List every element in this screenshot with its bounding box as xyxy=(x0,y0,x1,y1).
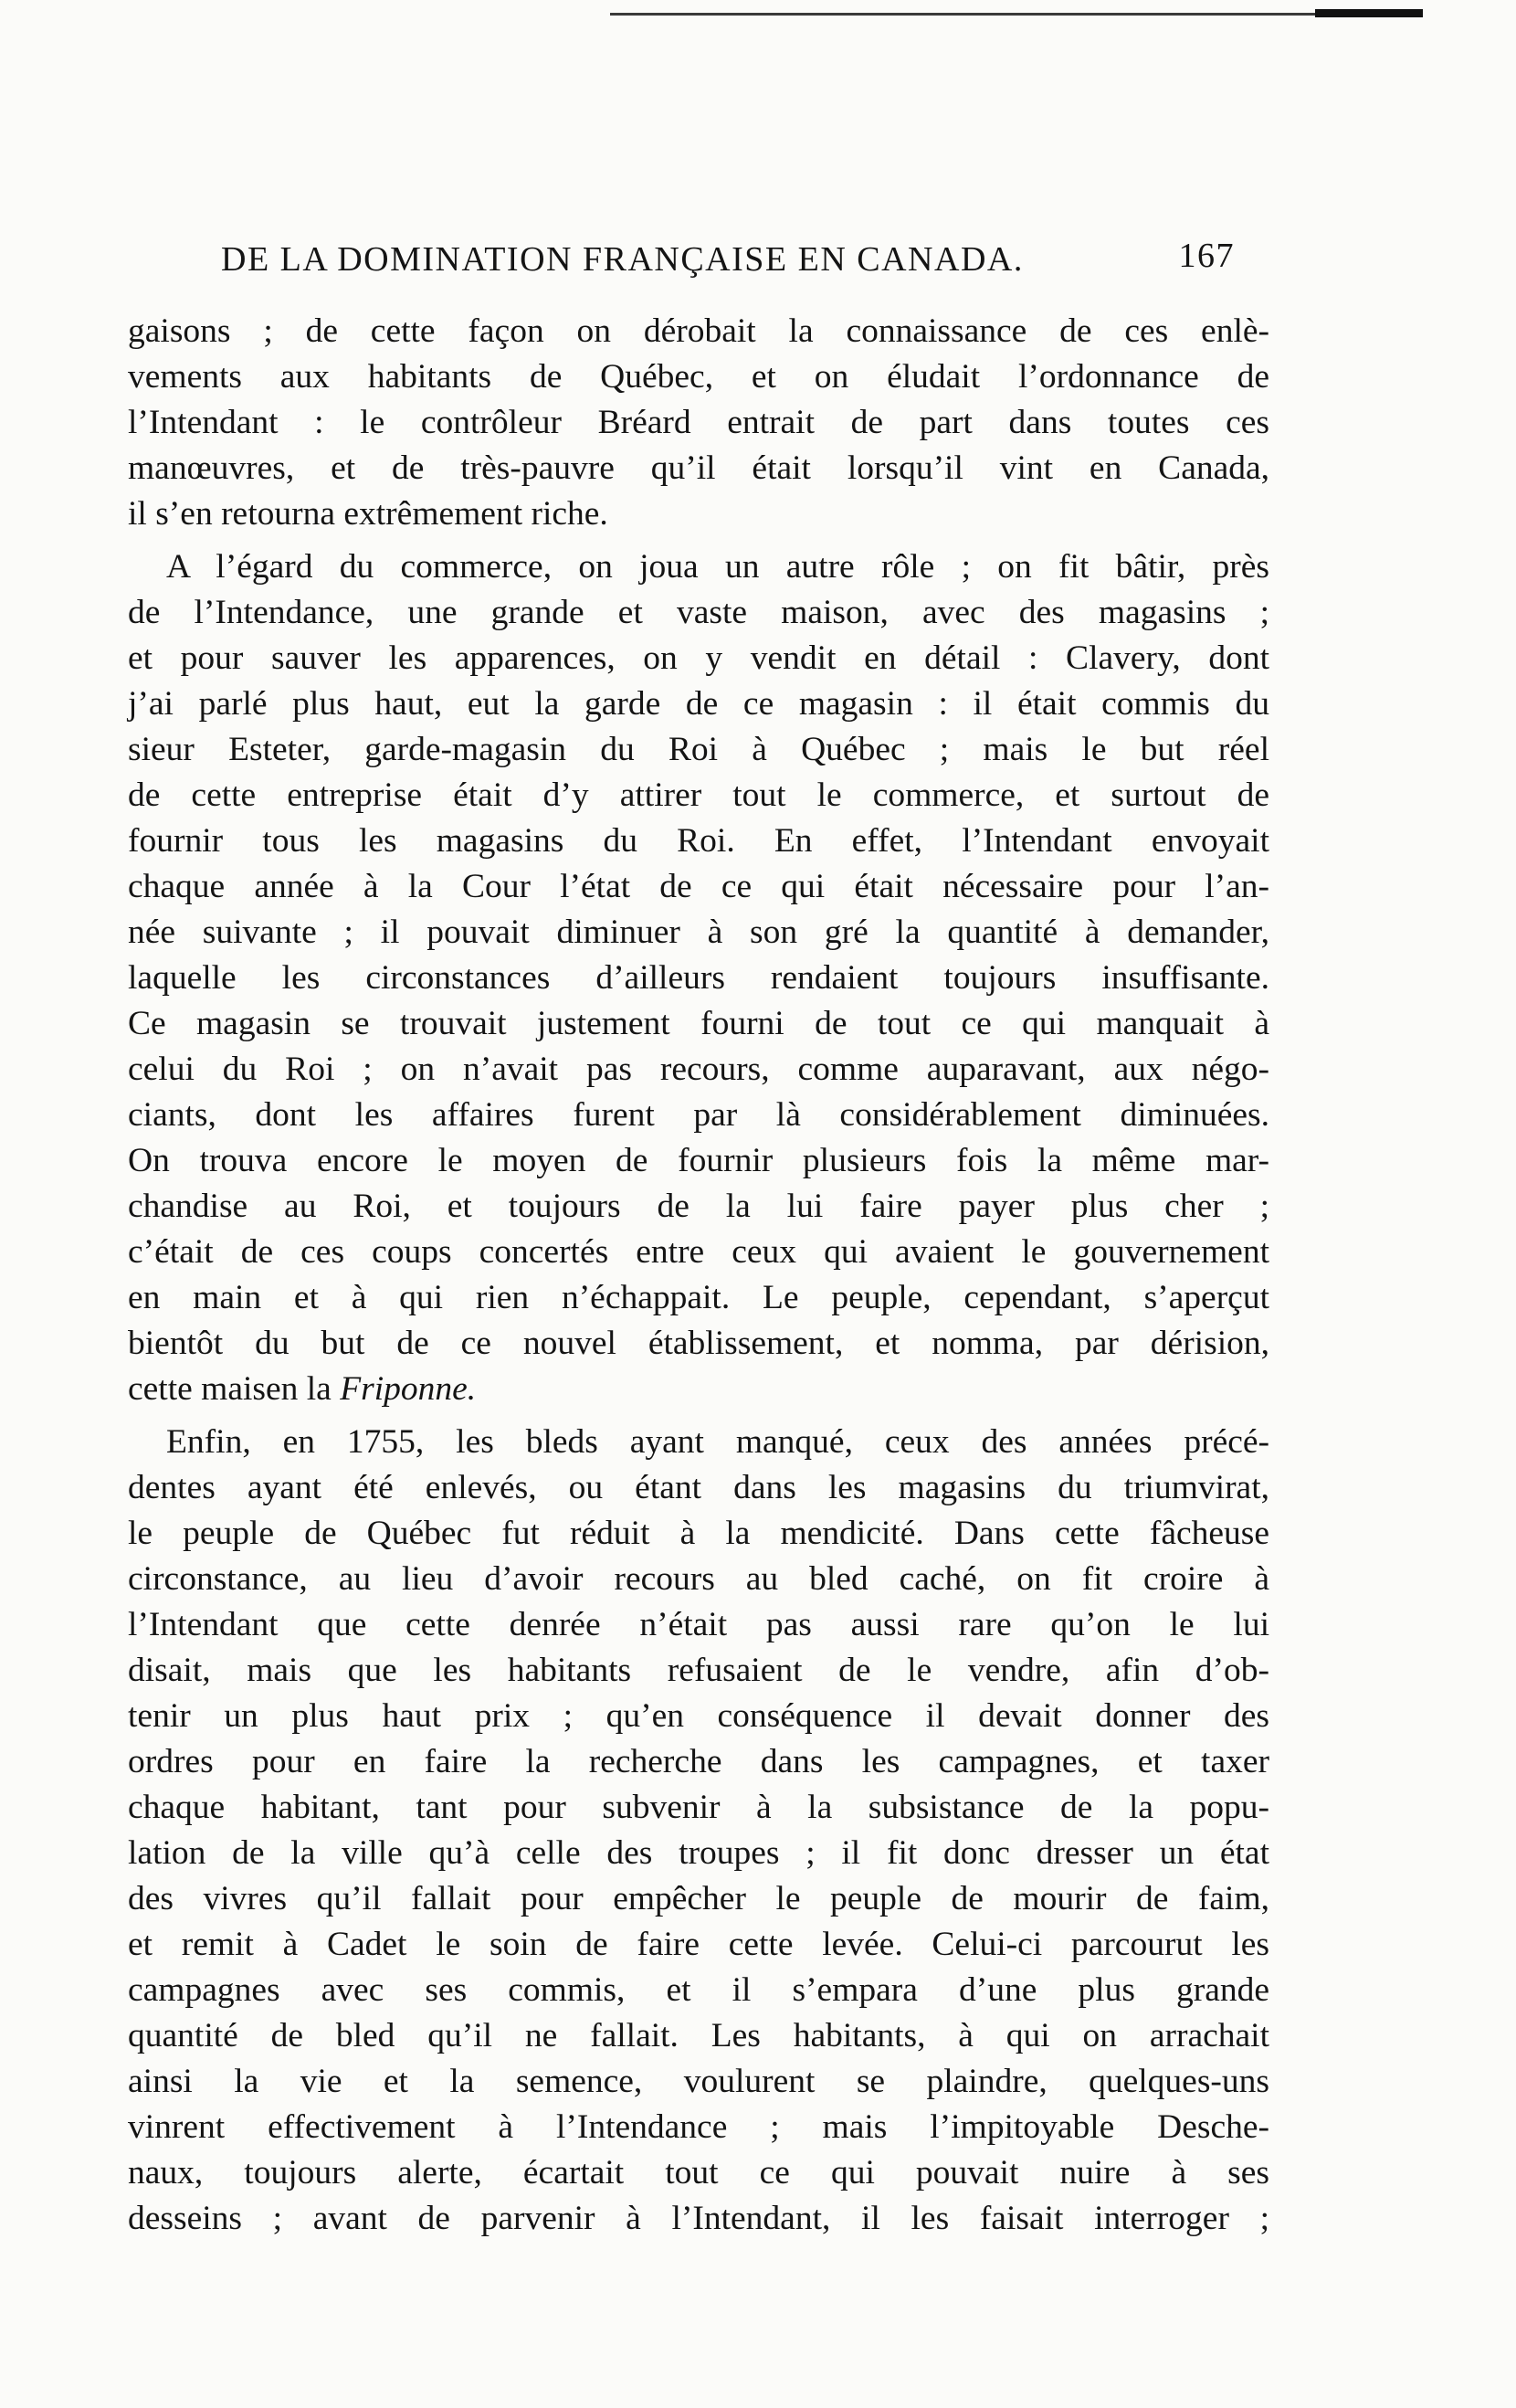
text-line: disait, mais que les habitants refusaient de le vendre, afin d’ob- xyxy=(128,1652,1269,1689)
text-line: sieur Esteter, garde-magasin du Roi à Québec ; mais le but réel xyxy=(128,731,1269,768)
text-line: il s’en retourna extrêmement riche. xyxy=(128,495,608,533)
text-line: laquelle les circonstances d’ailleurs rendaient toujours insuffisante. xyxy=(128,959,1269,997)
text-line-start: cette maisen la xyxy=(128,1370,332,1408)
text-line: bientôt du but de ce nouvel établissement, et nomma, par dérision, xyxy=(128,1325,1269,1362)
text-line: manœuvres, et de très-pauvre qu’il était lorsqu’il vint en Canada, xyxy=(128,449,1269,487)
text-line: de l’Intendance, une grande et vaste maison, avec des magasins ; xyxy=(128,594,1269,631)
text-line: l’Intendant : le contrôleur Bréard entrait de part dans toutes ces xyxy=(128,404,1269,441)
text-line: Enfin, en 1755, les bleds ayant manqué, ceux des années précé- xyxy=(166,1423,1269,1461)
text-line: ainsi la vie et la semence, voulurent se plaindre, quelques-uns xyxy=(128,2063,1269,2100)
top-rule-accent xyxy=(1315,9,1423,17)
text-line: tenir un plus haut prix ; qu’en conséquence il devait donner des xyxy=(128,1697,1269,1735)
text-line: celui du Roi ; on n’avait pas recours, comme auparavant, aux négo- xyxy=(128,1051,1269,1088)
text-line: le peuple de Québec fut réduit à la mendicité. Dans cette fâcheuse xyxy=(128,1515,1269,1552)
text-line: c’était de ces coups concertés entre ceux qui avaient le gouvernement xyxy=(128,1233,1269,1271)
text-line: chandise au Roi, et toujours de la lui faire payer plus cher ; xyxy=(128,1188,1269,1225)
text-line: l’Intendant que cette denrée n’était pas aussi rare qu’on le lui xyxy=(128,1606,1269,1643)
text-line: de cette entreprise était d’y attirer tout le commerce, et surtout de xyxy=(128,776,1269,814)
top-rule xyxy=(610,13,1423,16)
text-line: lation de la ville qu’à celle des troupes ; il fit donc dresser un état xyxy=(128,1834,1269,1872)
text-line: desseins ; avant de parvenir à l’Intendant, il les faisait interroger ; xyxy=(128,2200,1269,2237)
body-text xyxy=(128,309,1269,2242)
text-line: chaque habitant, tant pour subvenir à la subsistance de la popu- xyxy=(128,1789,1269,1826)
text-line: et remit à Cadet le soin de faire cette levée. Celui-ci parcourut les xyxy=(128,1926,1269,1963)
text-line: ordres pour en faire la recherche dans les campagnes, et taxer xyxy=(128,1743,1269,1780)
text-line: ciants, dont les affaires furent par là considérablement diminuées. xyxy=(128,1096,1269,1134)
text-line: naux, toujours alerte, écartait tout ce qui pouvait nuire à ses xyxy=(128,2154,1269,2191)
text-line: vinrent effectivement à l’Intendance ; mais l’impitoyable Desche- xyxy=(128,2108,1269,2146)
text-line xyxy=(128,1367,1269,1412)
text-line: née suivante ; il pouvait diminuer à son gré la quantité à demander, xyxy=(128,914,1269,951)
text-line: fournir tous les magasins du Roi. En effet, l’Intendant envoyait xyxy=(128,822,1269,860)
text-line: A l’égard du commerce, on joua un autre rôle ; on fit bâtir, près xyxy=(166,548,1269,586)
text-line: On trouva encore le moyen de fournir plusieurs fois la même mar- xyxy=(128,1142,1269,1179)
text-line: Ce magasin se trouvait justement fourni de tout ce qui manquait à xyxy=(128,1005,1269,1042)
text-line: des vivres qu’il fallait pour empêcher le peuple de mourir de faim, xyxy=(128,1880,1269,1917)
text-line: vements aux habitants de Québec, et on éludait l’ordonnance de xyxy=(128,358,1269,396)
text-line: campagnes avec ses commis, et il s’empara d’une plus grande xyxy=(128,1971,1269,2009)
italic-term: Friponne. xyxy=(340,1370,477,1408)
text-line: circonstance, au lieu d’avoir recours au bled caché, on fit croire à xyxy=(128,1560,1269,1598)
running-title: DE LA DOMINATION FRANÇAISE EN CANADA. xyxy=(221,240,1024,279)
text-line: dentes ayant été enlevés, ou étant dans les magasins du triumvirat, xyxy=(128,1469,1269,1506)
text-line: gaisons ; de cette façon on dérobait la connaissance de ces enlè- xyxy=(128,312,1269,350)
text-line: en main et à qui rien n’échappait. Le peuple, cependant, s’aperçut xyxy=(128,1279,1269,1316)
page-number: 167 xyxy=(1178,237,1235,275)
page-header xyxy=(221,239,1235,294)
text-line: et pour sauver les apparences, on y vendit en détail : Clavery, dont xyxy=(128,639,1269,677)
text-line: chaque année à la Cour l’état de ce qui était nécessaire pour l’an- xyxy=(128,868,1269,905)
text-line: j’ai parlé plus haut, eut la garde de ce magasin : il était commis du xyxy=(128,685,1269,723)
text-line: quantité de bled qu’il ne fallait. Les habitants, à qui on arrachait xyxy=(128,2017,1269,2054)
